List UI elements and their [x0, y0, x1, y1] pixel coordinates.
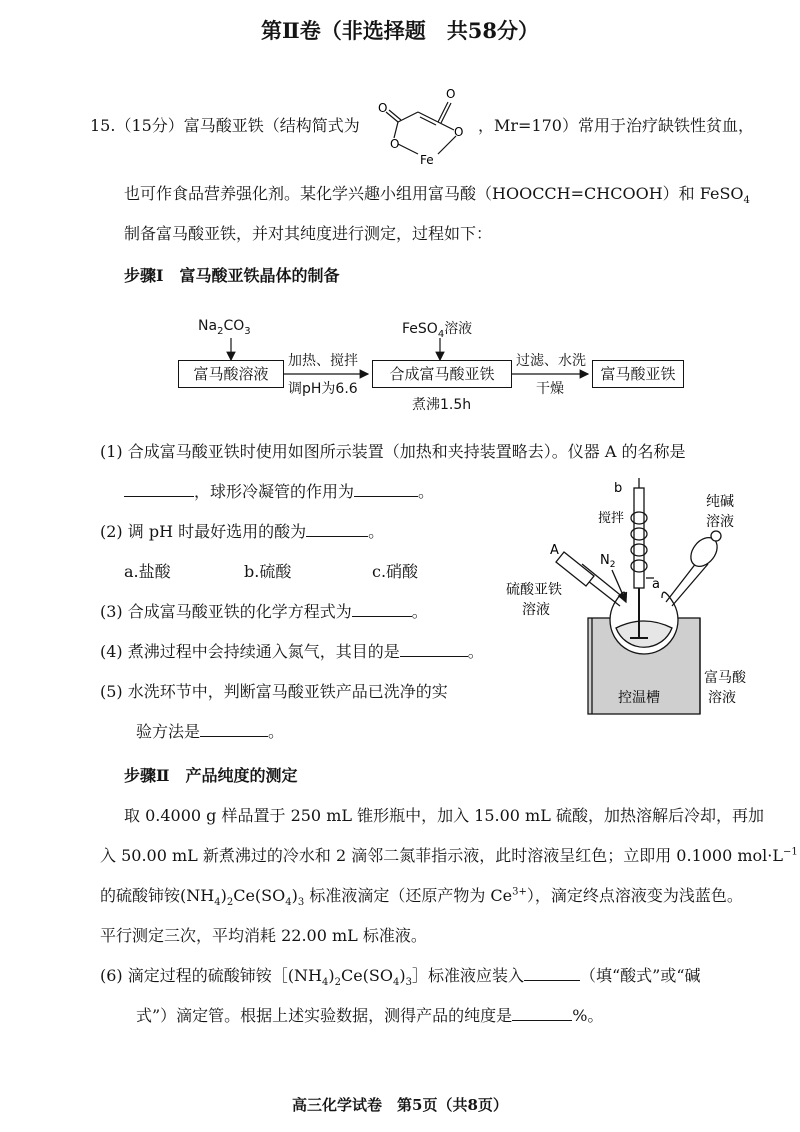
apparatus-label-feso4-2: 溶液 [522, 602, 550, 618]
q1-line1: (1) 合成富马酸亚铁时使用如图所示装置（加热和夹持装置略去）。仪器 A 的名称是 [100, 442, 686, 461]
question-intro-part2: ，Mr=170）常用于治疗缺铁性贫血， [478, 116, 754, 135]
apparatus-label-fumaric-1: 富马酸 [704, 670, 746, 686]
flow-condition-2-bottom: 干燥 [536, 381, 564, 397]
q5-line2: 验方法是 。 [136, 722, 285, 741]
structure-o-left: O [378, 101, 388, 115]
flow-box-fumaric-acid: 富马酸溶液 [178, 360, 284, 388]
q6-line2: 式”）滴定管。根据上述实验数据，测得产品的纯度是 %。 [136, 1006, 604, 1025]
question-intro-part1: 15.（15分）富马酸亚铁（结构简式为 [90, 116, 360, 135]
apparatus-label-na2co3-2: 溶液 [706, 514, 734, 530]
apparatus-label-b: b [614, 481, 623, 496]
q2-option-b: b.硫酸 [244, 562, 292, 581]
q6-line1: (6) 滴定过程的硫酸铈铵$[(NH_4)_2Ce(SO_4)_3]$标准液应装入 （填“酸式”或“碱 [100, 966, 701, 989]
apparatus-label-n2: $N_2$ [600, 553, 616, 570]
apparatus-label-fumaric-2: 溶液 [708, 690, 736, 706]
page-footer: 高三化学试卷 第5页（共8页） [292, 1096, 508, 1114]
flow-box-product: 富马酸亚铁 [592, 360, 684, 388]
flow-box2-condition: 煮沸1.5h [412, 397, 472, 413]
section-title: 第Ⅱ卷（非选择题 共58分） [261, 18, 539, 43]
structure-o-bottom-left: O [390, 137, 400, 151]
q2-option-a: a.盐酸 [124, 562, 171, 581]
q6-blank-purity[interactable] [512, 1006, 572, 1021]
question-intro-line3: 制备富马酸亚铁，并对其纯度进行测定，过程如下： [124, 224, 493, 243]
q6-blank-burette[interactable] [524, 966, 580, 981]
q4-text: (4) 煮沸过程中会持续通入氮气，其目的是 。 [100, 642, 484, 661]
flow-reagent-na2co3: $Na_2CO_3$ [198, 318, 251, 337]
apparatus-label-feso4-1: 硫酸亚铁 [506, 582, 562, 598]
q2-blank[interactable] [306, 522, 368, 537]
q1-blank-instrument[interactable] [124, 482, 194, 497]
apparatus-label-na2co3-1: 纯碱 [706, 494, 734, 510]
flow-box-synthesis: 合成富马酸亚铁 [372, 360, 512, 388]
step2-title: 步骤Ⅱ 产品纯度的测定 [124, 766, 298, 785]
structure-o-bottom-right: O [454, 125, 464, 139]
reflux-condenser [634, 488, 644, 588]
step2-paragraph-line3: 的硫酸铈铵$(NH_4)_2Ce(SO_4)_3$ 标准液滴定（还原产物为 $Ce^{3+}$），滴定终点溶液变为浅蓝色。 [100, 886, 743, 909]
q5-line1: (5) 水洗环节中，判断富马酸亚铁产品已洗净的实 [100, 682, 448, 701]
apparatus-label-A: A [550, 543, 559, 558]
step1-title: 步骤Ⅰ 富马酸亚铁晶体的制备 [124, 266, 340, 285]
flow-reagent-feso4: FeSO$_4$溶液 [402, 321, 473, 340]
apparatus-label-bath: 控温槽 [618, 690, 660, 706]
q3-blank[interactable] [352, 602, 412, 617]
q2-option-c: c.硝酸 [372, 562, 419, 581]
step2-paragraph-line4: 平行测定三次，平均消耗 22.00 mL 标准液。 [100, 926, 427, 945]
flow-condition-2-top: 过滤、水洗 [516, 353, 586, 369]
q3-text: (3) 合成富马酸亚铁的化学方程式为 。 [100, 602, 428, 621]
question-intro-line2: 也可作食品营养强化剂。某化学兴趣小组用富马酸（HOOCCH=CHCOOH）和 FeSO$_4$ [124, 184, 750, 207]
q1-blank-condenser[interactable] [354, 482, 418, 497]
structure-fe: Fe [420, 153, 434, 167]
step2-paragraph-line1: 取 0.4000 g 样品置于 250 mL 锥形瓶中，加入 15.00 mL 硫酸，加热溶解后冷却，再加 [124, 806, 764, 825]
apparatus-figure [500, 478, 770, 730]
q2-text: (2) 调 pH 时最好选用的酸为 。 [100, 522, 385, 541]
step2-paragraph-line2: 入 50.00 mL 新煮沸过的冷水和 2 滴邻二氮菲指示液，此时溶液呈红色；立即用 0.1000 $mol\cdot L^{-1}$ [100, 846, 798, 865]
flow-condition-1-top: 加热、搅拌 [288, 353, 358, 369]
q5-blank[interactable] [200, 722, 268, 737]
apparatus-label-stir: 搅拌 [598, 511, 625, 526]
flow-arrows [0, 0, 800, 420]
structure-o-right: O [446, 87, 456, 101]
q1-line2: ，球形冷凝管的作用为 。 [124, 482, 434, 502]
flow-condition-1-bottom: 调pH为6.6 [288, 381, 358, 397]
q4-blank[interactable] [400, 642, 468, 657]
apparatus-label-a: a [652, 577, 660, 592]
